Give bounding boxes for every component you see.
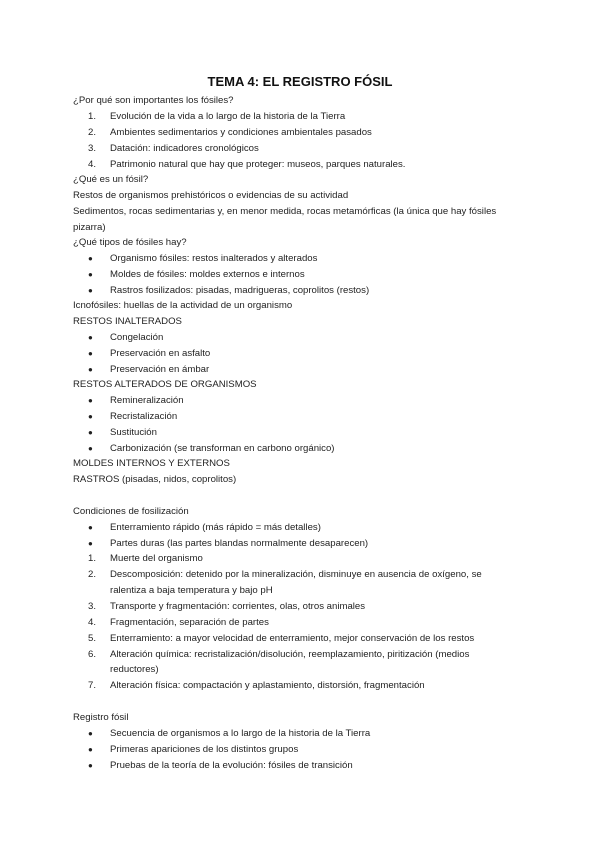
bullet-icon: ● — [88, 428, 93, 437]
list-item: Alteración química: recristalización/disolución, reemplazamiento, piritización (medios — [110, 649, 470, 660]
list-number: 5. — [88, 633, 97, 644]
list-item: Primeras apariciones de los distintos grupos — [110, 744, 299, 755]
bullet-icon: ● — [88, 523, 93, 532]
list-number: 2. — [88, 127, 97, 138]
list-number: 4. — [88, 617, 97, 628]
list-number: 3. — [88, 601, 97, 612]
list-item: Enterramiento: a mayor velocidad de enterramiento, mejor conservación de los restos — [110, 633, 475, 644]
heading-registro-fosil: Registro fósil — [73, 712, 129, 723]
list-number: 1. — [88, 553, 97, 564]
question-why-important: ¿Por qué son importantes los fósiles? — [73, 95, 234, 106]
bullet-icon: ● — [88, 761, 93, 770]
list-item: Evolución de la vida a lo largo de la historia de la Tierra — [110, 111, 346, 122]
list-item: Sustitución — [110, 427, 157, 438]
list-item: Congelación — [110, 332, 164, 343]
list-item: Rastros fosilizados: pisadas, madrigueras, coprolitos (restos) — [110, 285, 370, 296]
bullet-icon: ● — [88, 729, 93, 738]
list-item: Moldes de fósiles: moldes externos e internos — [110, 269, 305, 280]
list-item: Descomposición: detenido por la mineralización, disminuye en ausencia de oxígeno, se — [110, 569, 482, 580]
paragraph-sedimentos-cont: pizarra) — [73, 222, 106, 233]
bullet-icon: ● — [88, 396, 93, 405]
list-item: Preservación en asfalto — [110, 348, 211, 359]
heading-condiciones: Condiciones de fosilización — [73, 506, 189, 517]
bullet-icon: ● — [88, 349, 93, 358]
bullet-icon: ● — [88, 444, 93, 453]
list-item: Recristalización — [110, 411, 178, 422]
heading-moldes: MOLDES INTERNOS Y EXTERNOS — [73, 458, 230, 469]
heading-restos-alterados: RESTOS ALTERADOS DE ORGANISMOS — [73, 379, 257, 390]
bullet-icon: ● — [88, 286, 93, 295]
list-item: Muerte del organismo — [110, 553, 203, 564]
bullet-icon: ● — [88, 412, 93, 421]
paragraph-sedimentos: Sedimentos, rocas sedimentarias y, en menor medida, rocas metamórficas (la única que hay fósiles — [73, 206, 497, 217]
list-item: Secuencia de organismos a lo largo de la historia de la Tierra — [110, 728, 371, 739]
page-title: TEMA 4: EL REGISTRO FÓSIL — [207, 74, 393, 89]
list-item: Transporte y fragmentación: corrientes, olas, otros animales — [110, 601, 366, 612]
paragraph-restos: Restos de organismos prehistóricos o evidencias de su actividad — [73, 190, 349, 201]
list-item: Ambientes sedimentarios y condiciones ambientales pasados — [110, 127, 372, 138]
list-item: Fragmentación, separación de partes — [110, 617, 269, 628]
paragraph-icnofosiles: Icnofósiles: huellas de la actividad de un organismo — [73, 300, 293, 311]
list-item: Partes duras (las partes blandas normalmente desaparecen) — [110, 538, 369, 549]
list-number: 4. — [88, 159, 97, 170]
bullet-icon: ● — [88, 254, 93, 263]
bullet-icon: ● — [88, 539, 93, 548]
list-item: Enterramiento rápido (más rápido = más detalles) — [110, 522, 321, 533]
bullet-icon: ● — [88, 365, 93, 374]
list-item: Alteración física: compactación y aplastamiento, distorsión, fragmentación — [110, 680, 425, 691]
list-number: 3. — [88, 143, 97, 154]
list-item: Organismo fósiles: restos inalterados y alterados — [110, 253, 318, 264]
heading-rastros: RASTROS (pisadas, nidos, coprolitos) — [73, 474, 237, 485]
list-item-continuation: ralentiza a baja temperatura y bajo pH — [110, 585, 273, 596]
list-number: 7. — [88, 680, 97, 691]
list-item: Preservación en ámbar — [110, 364, 210, 375]
list-number: 6. — [88, 649, 97, 660]
bullet-icon: ● — [88, 270, 93, 279]
question-types: ¿Qué tipos de fósiles hay? — [73, 237, 187, 248]
list-item: Patrimonio natural que hay que proteger: museos, parques naturales. — [110, 159, 406, 170]
list-item: Remineralización — [110, 395, 184, 406]
bullet-icon: ● — [88, 333, 93, 342]
list-item: Carbonización (se transforman en carbono orgánico) — [110, 443, 335, 454]
list-item: Pruebas de la teoría de la evolución: fósiles de transición — [110, 760, 353, 771]
list-number: 2. — [88, 569, 97, 580]
heading-restos-inalterados: RESTOS INALTERADOS — [73, 316, 182, 327]
list-number: 1. — [88, 111, 97, 122]
list-item-continuation: reductores) — [110, 664, 159, 675]
list-item: Datación: indicadores cronológicos — [110, 143, 259, 154]
question-what-is-fossil: ¿Qué es un fósil? — [73, 174, 149, 185]
bullet-icon: ● — [88, 745, 93, 754]
